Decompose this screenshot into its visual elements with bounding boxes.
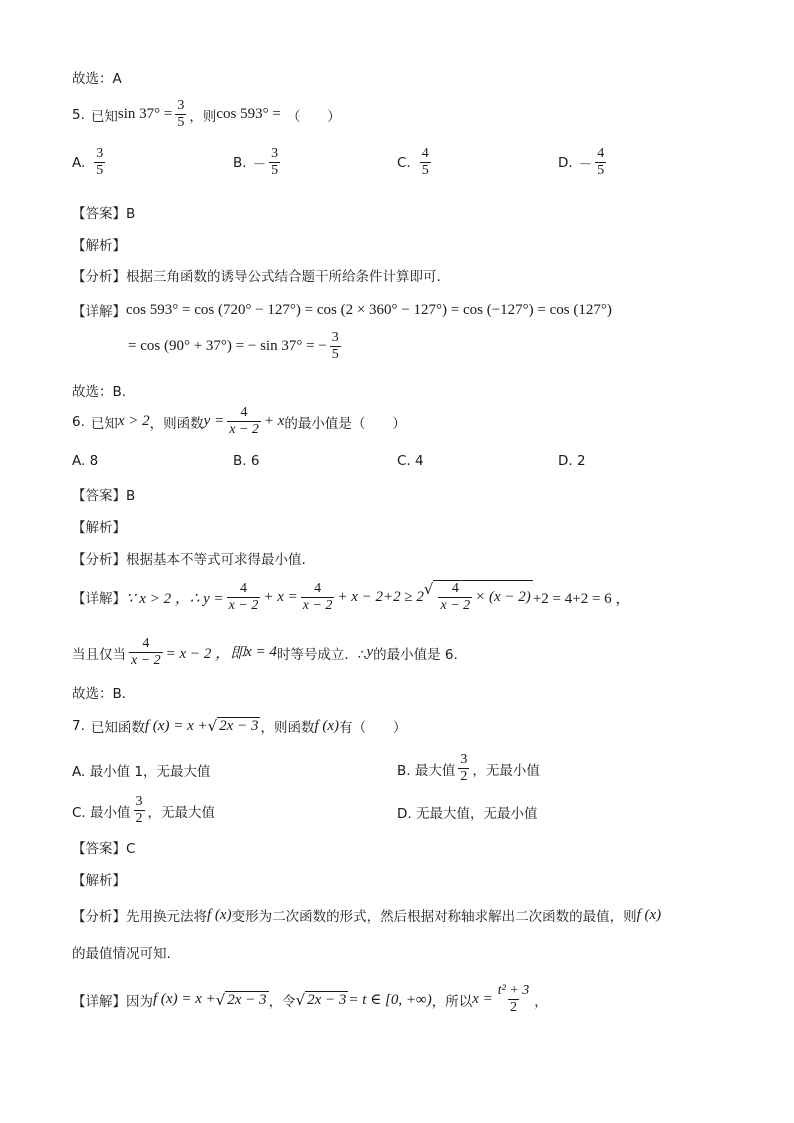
q5-option-d	[558, 146, 609, 179]
q6-analysis-text: 根据基本不等式可求得最小值.	[126, 552, 306, 568]
q5-frac-num: 3	[177, 98, 185, 113]
q6-f2-num: 4	[314, 580, 322, 596]
q6-option-b: B. 6	[233, 453, 260, 469]
q7-b-den: 2	[460, 769, 468, 785]
q5-choose: 故选：B.	[72, 384, 127, 400]
q7-d-radicand2: 2x − 3	[307, 991, 347, 1008]
q7-analysis-line1	[72, 905, 661, 925]
q7-c-den: 2	[135, 811, 143, 827]
q7-tail: 有（ ）	[339, 720, 407, 736]
q6-y: y =	[203, 413, 225, 430]
q7-fx: f (x)	[314, 717, 340, 734]
q5-option-c-label: C.	[397, 154, 411, 171]
q5-d-num: 4	[597, 146, 605, 161]
q5-number: 5.	[72, 106, 85, 123]
q7-jiexi: 【解析】	[72, 873, 126, 889]
q6-option-c: C. 4	[397, 453, 424, 469]
q5-answer: 【答案】B	[72, 206, 136, 222]
q7-d-radicand: 2x − 3	[227, 991, 267, 1008]
q5-detail-line1	[72, 300, 612, 320]
q6-part2: + x =	[263, 588, 298, 605]
q7-c-pre: C. 最小值	[72, 804, 131, 821]
q7-pre: 已知函数	[90, 720, 145, 736]
q7-detail-tag: 【详解】	[72, 993, 126, 1010]
q7-mid: ，则函数	[260, 720, 315, 736]
q5-option-c-frac	[420, 146, 431, 179]
q6-part3: + x − 2+2 ≥ 2	[337, 588, 424, 605]
q5-mid: ，则	[189, 108, 217, 125]
q5-detail-expr1: cos 593° = cos (720° − 127°) = cos (2 × 360° − 127°) = cos (−127°) = cos (127°)	[126, 301, 612, 318]
q6-detail	[72, 580, 630, 614]
q6-choose: 故选：B．	[72, 686, 136, 702]
q6-eq-tail: 时等号成立．∴	[276, 646, 367, 663]
q7-d-end: ，	[534, 993, 548, 1010]
q7-d-num: t² + 3	[497, 983, 530, 998]
q5-analysis	[72, 265, 441, 285]
q6-because: ∵ x > 2 ，∴ y =	[126, 590, 224, 607]
q7-b-frac	[458, 752, 469, 785]
q5-detail-den: 5	[331, 347, 339, 363]
q7-c-tail: ，无最大值	[147, 804, 216, 821]
q6-detail-frac2	[301, 581, 335, 614]
q6-frac-num: 4	[240, 405, 248, 420]
q5-tail: （ ）	[286, 108, 341, 125]
q7-fdef: f (x) = x +	[144, 717, 208, 734]
q5-option-b-label: B.	[233, 154, 247, 171]
question-7	[72, 716, 407, 736]
q7-radicand: 2x − 3	[219, 718, 259, 734]
q7-d-pre: 因为	[126, 993, 153, 1010]
q5-c-den: 5	[421, 163, 429, 179]
q6-eq-frac	[129, 636, 163, 669]
q6-eq-y: y	[366, 644, 374, 661]
q7-sqrt: √ 2x − 3	[207, 717, 259, 735]
q7-d-mid: ，令	[268, 993, 296, 1010]
q7-analysis-text1: 先用换元法将	[126, 909, 207, 925]
q5-cos-expr: cos 593° =	[216, 106, 281, 123]
q5-jiexi: 【解析】	[72, 238, 126, 254]
q5-frac-den: 5	[177, 115, 185, 131]
q5-option-d-frac	[595, 146, 606, 179]
q6-jiexi: 【解析】	[72, 520, 126, 536]
q7-b-num: 3	[460, 752, 468, 767]
q6-mid: ，则函数	[149, 415, 204, 432]
question-5	[72, 98, 341, 131]
q7-d-x: x =	[472, 991, 493, 1008]
q6-eq-num: 4	[142, 636, 150, 651]
q6-eq-den: x − 2	[131, 653, 161, 669]
q5-option-d-label: D.	[558, 154, 573, 171]
q7-option-a: A. 最小值 1，无最大值	[72, 764, 211, 780]
q6-number: 6.	[72, 413, 85, 430]
q6-detail-tag: 【详解】	[72, 591, 126, 608]
q7-analysis-fx1: f (x)	[207, 906, 232, 923]
q7-d-t: = t ∈ [0, +∞)	[348, 992, 432, 1009]
q6-answer: 【答案】B	[72, 488, 136, 504]
q5-fraction	[175, 98, 186, 131]
q6-option-a: A. 8	[72, 453, 99, 469]
q6-f1-num: 4	[239, 580, 247, 596]
q5-c-num: 4	[421, 146, 429, 161]
q6-equality	[72, 636, 458, 669]
q5-a-den: 5	[96, 163, 104, 179]
q6-frac-den: x − 2	[229, 422, 259, 438]
q7-d-sqrt2: √ 2x − 3	[295, 990, 347, 1009]
q6-plus-x: + x	[263, 413, 285, 430]
q5-option-b-frac	[269, 146, 280, 179]
q5-b-den: 5	[271, 163, 279, 179]
q7-d-sqrt: √ 2x − 3	[215, 990, 267, 1009]
q6-analysis	[72, 548, 306, 568]
q5-detail-expr2: = cos (90° + 37°) = − sin 37° = −	[128, 338, 327, 355]
q7-c-frac	[134, 794, 145, 827]
q5-analysis-text: 根据三角函数的诱导公式结合题干所给条件计算即可.	[126, 269, 441, 285]
q5-b-sign: －	[252, 156, 267, 173]
q6-sqrt-den: x − 2	[440, 598, 471, 614]
q5-detail-frac	[330, 330, 341, 363]
q6-option-d: D. 2	[558, 453, 586, 469]
q7-number: 7.	[72, 718, 85, 734]
q6-f2-den: x − 2	[302, 597, 333, 613]
q5-option-a-frac	[94, 146, 105, 179]
q6-eq-pre: 当且仅当	[72, 646, 126, 663]
q7-d-so: ，所以	[431, 993, 473, 1010]
q7-analysis-fx2: f (x)	[636, 906, 662, 923]
q6-pre: 已知	[90, 415, 118, 432]
q5-detail-num: 3	[331, 330, 339, 345]
q5-a-num: 3	[96, 146, 104, 161]
q5-option-a-label: A.	[72, 154, 86, 171]
q6-sqrt-tail: × (x − 2)	[475, 589, 531, 606]
q6-condition: x > 2	[117, 413, 150, 430]
q7-option-c	[72, 794, 215, 827]
q5-detail-line2	[128, 330, 344, 363]
q7-option-b	[397, 752, 540, 785]
q7-answer: 【答案】C	[72, 841, 136, 857]
q6-tail: 的最小值是（ ）	[284, 415, 406, 432]
q5-detail-tag: 【详解】	[72, 304, 126, 320]
q6-eq-end: 的最小值是 6.	[373, 646, 458, 663]
answer-choice-prev: 故选：A	[72, 71, 122, 87]
q5-pre: 已知	[90, 108, 118, 125]
q5-analysis-tag: 【分析】	[72, 269, 126, 285]
q6-sqrt: √ $\frac{4}{x - 2}$ × (x − 2)	[423, 580, 531, 614]
q6-sqrt-frac	[438, 581, 472, 614]
q6-detail-frac1	[227, 581, 261, 614]
q6-sqrt-num: 4	[451, 581, 459, 596]
q7-detail	[72, 983, 548, 1016]
q6-fraction	[227, 405, 261, 438]
q5-d-den: 5	[597, 163, 605, 179]
q7-c-num: 3	[135, 794, 143, 809]
q5-d-sign: －	[578, 156, 593, 173]
q7-b-tail: ，无最小值	[472, 762, 540, 779]
q6-analysis-tag: 【分析】	[72, 552, 126, 568]
question-6	[72, 405, 406, 438]
q7-d-f: f (x) = x +	[153, 991, 216, 1008]
q6-eq-x: x = 4	[245, 644, 277, 661]
q6-part4: +2 = 4+2 = 6 ，	[532, 590, 631, 607]
q7-analysis-text2: 变形为二次函数的形式，然后根据对称轴求解出二次函数的最值，则	[231, 909, 637, 925]
q5-b-num: 3	[271, 146, 279, 161]
q5-option-a	[72, 146, 108, 179]
q7-b-pre: B. 最大值	[397, 762, 456, 779]
q5-option-b	[233, 146, 283, 179]
q6-eq-mid: = x − 2 ，即	[165, 646, 246, 663]
q7-d-frac	[496, 983, 532, 1016]
q6-f1-den: x − 2	[228, 597, 259, 613]
q5-option-c	[397, 146, 434, 179]
q5-sin-expr: sin 37° =	[117, 106, 173, 123]
q7-d-den: 2	[510, 1000, 517, 1016]
q7-analysis-line2: 的最值情况可知.	[72, 946, 171, 962]
q7-option-d: D. 无最大值，无最小值	[397, 806, 538, 822]
q7-analysis-tag: 【分析】	[72, 909, 126, 925]
